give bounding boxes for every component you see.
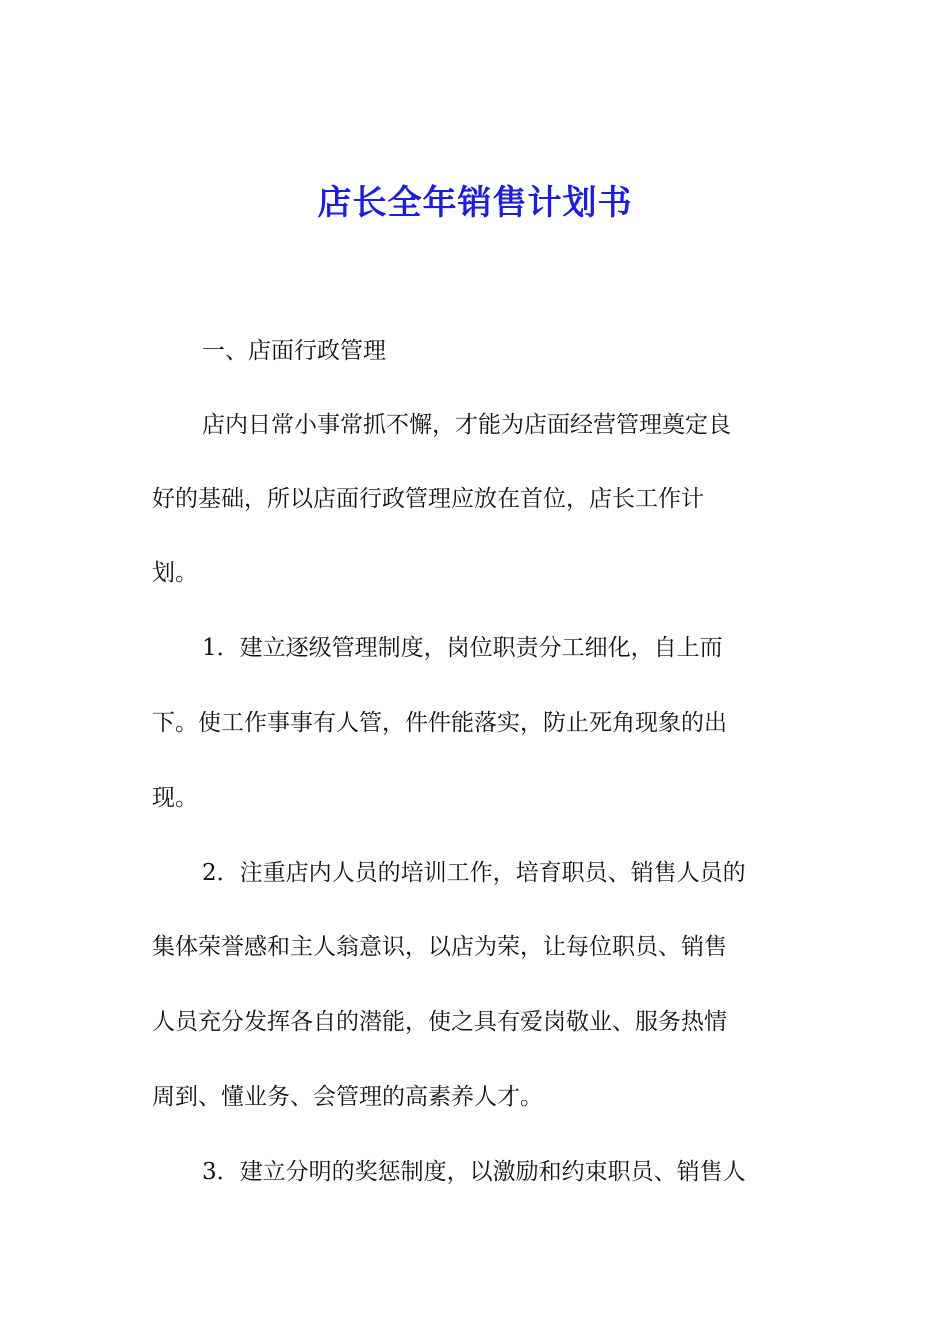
paragraph-line: 人员充分发挥各自的潜能，使之具有爱岗敬业、服务热情: [152, 1009, 727, 1035]
section-heading: 一、店面行政管理: [202, 338, 386, 364]
paragraph-line: 现。: [152, 785, 198, 811]
paragraph-line: 周到、懂业务、会管理的高素养人才。: [152, 1084, 543, 1110]
paragraph-line: 集体荣誉感和主人翁意识，以店为荣，让每位职员、销售: [152, 934, 727, 960]
paragraph-line: 划。: [152, 560, 198, 586]
paragraph-line: 下。使工作事事有人管，件件能落实，防止死角现象的出: [152, 710, 727, 736]
paragraph-line: 好的基础，所以店面行政管理应放在首位，店长工作计: [152, 486, 704, 512]
paragraph-line: 2．注重店内人员的培训工作，培育职员、销售人员的: [202, 860, 746, 886]
document-title: 店长全年销售计划书: [317, 183, 633, 223]
paragraph-line: 店内日常小事常抓不懈，才能为店面经营管理奠定良: [202, 412, 731, 438]
paragraph-line: 3．建立分明的奖惩制度，以激励和约束职员、销售人: [202, 1159, 746, 1185]
paragraph-line: 1．建立逐级管理制度，岗位职责分工细化，自上而: [202, 635, 723, 661]
